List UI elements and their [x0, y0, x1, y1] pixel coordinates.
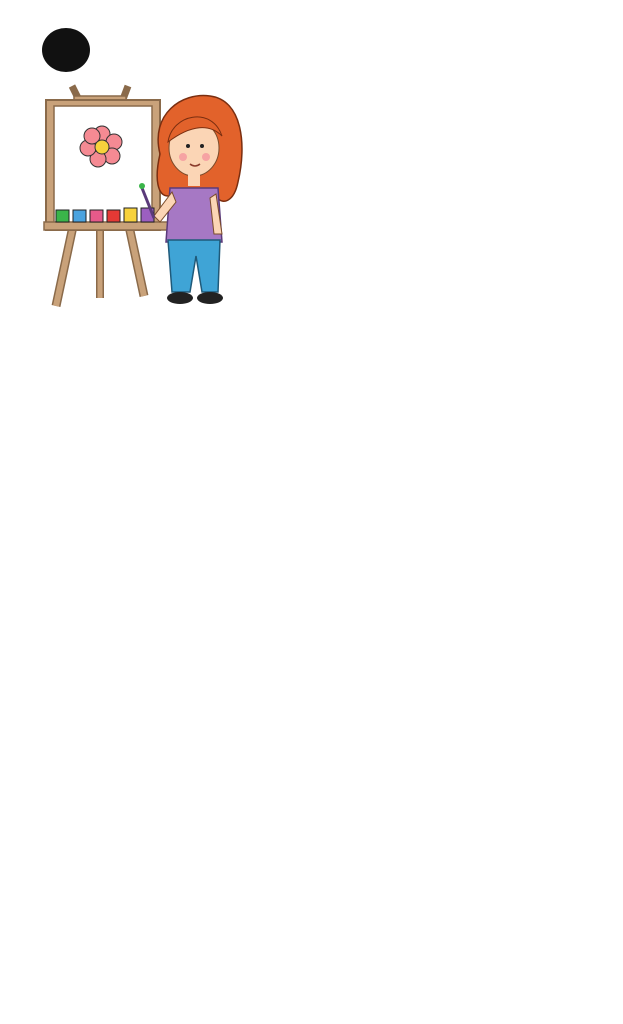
- easel: [44, 86, 168, 306]
- logo-emblem: [40, 24, 92, 74]
- girl-painting-illustration: [42, 84, 252, 312]
